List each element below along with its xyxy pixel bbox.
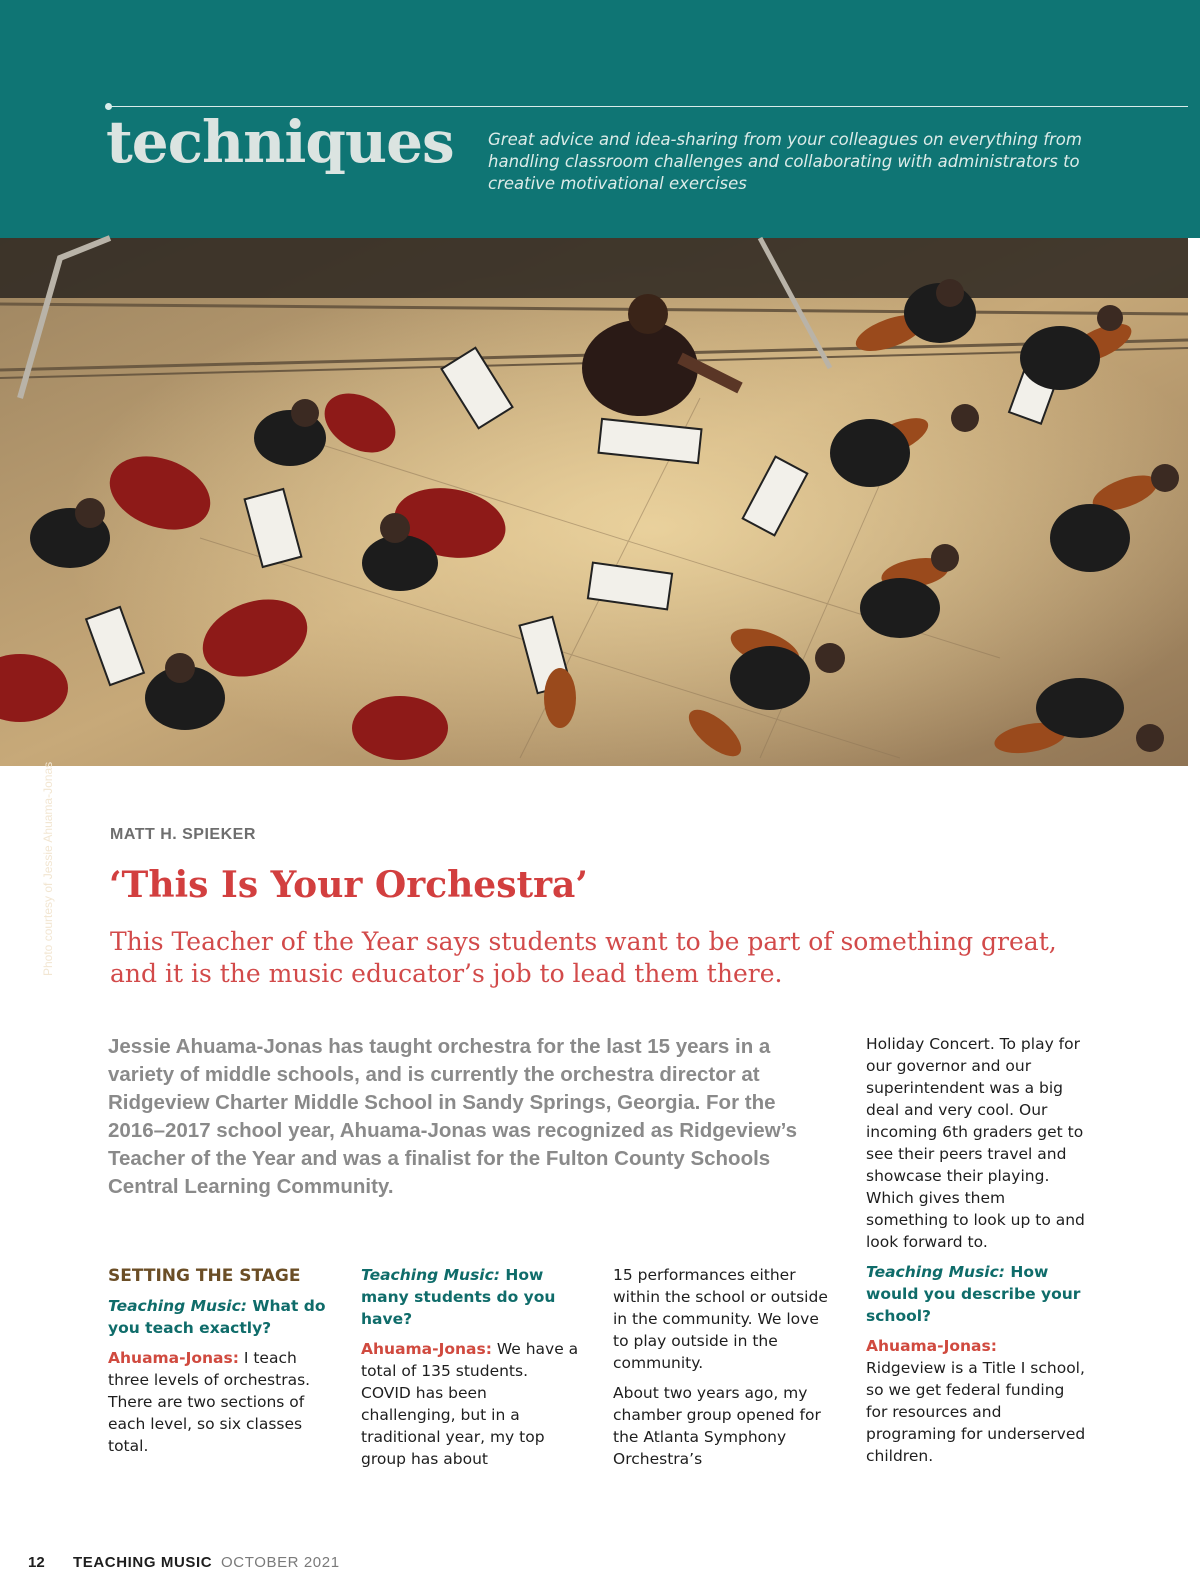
page-number: 12 xyxy=(28,1554,45,1571)
answer-3 xyxy=(866,1335,1088,1467)
question-text: How would you describe your school? xyxy=(866,1263,1081,1325)
section-title: techniques xyxy=(106,108,454,176)
speaker-tag: Ahuama-Jonas: xyxy=(108,1349,239,1367)
question-1 xyxy=(108,1295,328,1339)
answer-text: We have a total of 135 students. COVID has been challenging, but in a traditional year, my top group has about xyxy=(361,1340,579,1468)
speaker-tag: Ahuama-Jonas: xyxy=(866,1337,997,1355)
publication-tag: Teaching Music: xyxy=(866,1263,1005,1281)
question-2 xyxy=(361,1264,579,1330)
headline: ‘This Is Your Orchestra’ xyxy=(109,864,588,906)
answer-text: Ridgeview is a Title I school, so we get federal funding for resources and programing for underserved children. xyxy=(866,1359,1086,1465)
byline: MATT H. SPIEKER xyxy=(110,826,256,843)
subhead: SETTING THE STAGE xyxy=(108,1266,301,1286)
answer-1 xyxy=(108,1347,328,1457)
answer-2-continued: 15 performances either within the school or outside in the community. We love to play outside in the community. xyxy=(613,1266,828,1372)
magazine-name: TEACHING MUSIC xyxy=(73,1554,213,1571)
section-description: Great advice and idea-sharing from your colleagues on everything from handling classroom challenges and collaborating with administrators to creative motivational exercises xyxy=(488,130,1082,193)
paragraph-3: About two years ago, my chamber group opened for the Atlanta Symphony Orchestra’s xyxy=(613,1384,821,1468)
column-2 xyxy=(361,1264,579,1478)
publication-tag: Teaching Music: xyxy=(361,1266,500,1284)
lede-paragraph: Jessie Ahuama-Jonas has taught orchestra for the last 15 years in a variety of middle schools, and is currently the orchestra director at Ridgeview Charter Middle School in Sandy Springs, Georgia. For the 2016–2017 school year, Ahuama-Jonas was recognized as Ridgeview’s Teacher of the Year and was a finalist for the Fulton County Schools Central Learning Community. xyxy=(108,1035,797,1198)
photo-credit: Photo courtesy of Jessie Ahuama-Jonas xyxy=(41,761,55,976)
column-3 xyxy=(613,1264,835,1478)
question-text: What do you teach exactly? xyxy=(108,1297,326,1337)
answer-2 xyxy=(361,1338,579,1470)
issue-date: OCTOBER 2021 xyxy=(221,1554,340,1571)
section-header-band xyxy=(0,0,1200,238)
column-4 xyxy=(866,1033,1088,1475)
speaker-tag: Ahuama-Jonas: xyxy=(361,1340,492,1358)
publication-tag: Teaching Music: xyxy=(108,1297,247,1315)
answer-text: I teach three levels of orchestras. There are two sections of each level, so six classes total. xyxy=(108,1349,311,1455)
header-rule xyxy=(108,106,1188,107)
deck: This Teacher of the Year says students want to be part of something great, and it is the music educator’s job to lead them there. xyxy=(110,927,1057,988)
column-1 xyxy=(108,1265,328,1465)
orchestra-photo-illustration xyxy=(0,238,1188,766)
paragraph-3-continued: Holiday Concert. To play for our governor and our superintendent was a big deal and very cool. Our incoming 6th graders get to see their peers travel and showcase their playing. Which gives them something to look up to and look forward to. xyxy=(866,1035,1085,1251)
question-3 xyxy=(866,1261,1088,1327)
question-text: How many students do you have? xyxy=(361,1266,556,1328)
